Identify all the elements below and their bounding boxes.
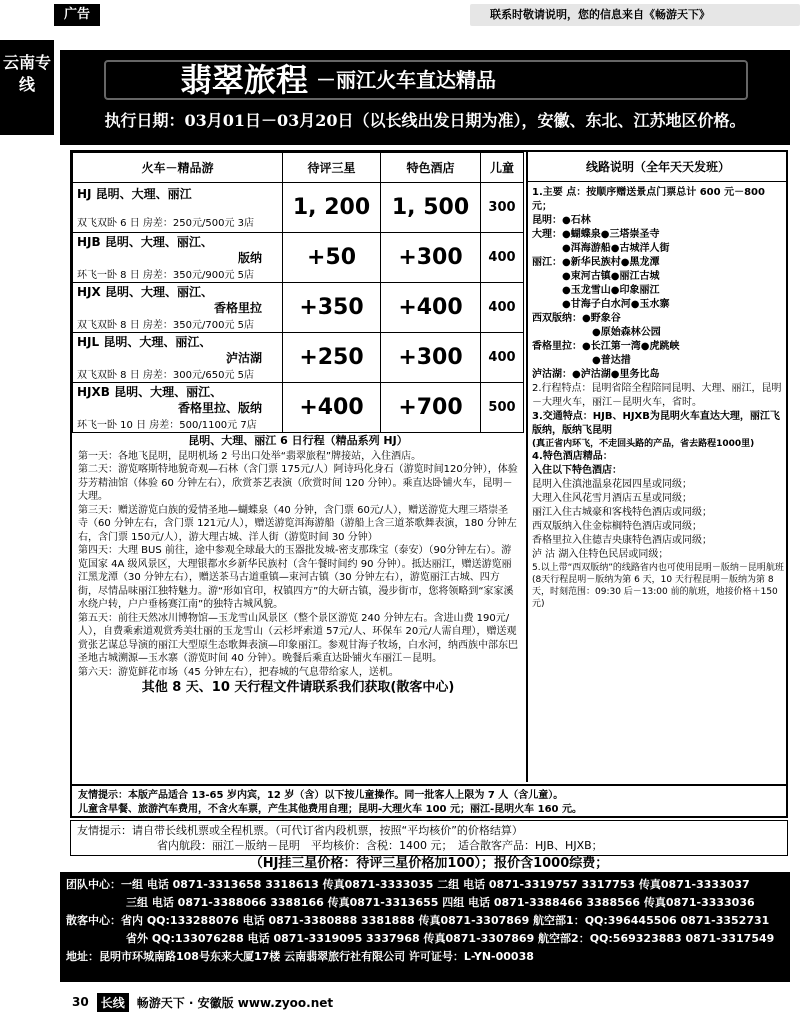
table-row — [73, 233, 524, 283]
route-line: 西双版纳：●野象谷 — [532, 313, 621, 324]
itinerary-day: 第二天：游览喀斯特地貌奇观—石林（含门票 175元/人）阿诗玛化身石（游览时间120分钟），体验芬芳精油馆（体验 60 分钟左右），欣赏茶艺表演（欣赏时间 120 分钟）。乘直达卧铺火车，昆明－大理。 — [78, 464, 518, 502]
package-name-2: 版纳 — [237, 251, 262, 265]
itinerary-day: 第一天：各地飞昆明，昆明机场 2 号出口处举“翡翠旅程”牌接站，入住酒店。 — [78, 450, 422, 462]
contact-row: 三组 电话 0871-3388066 3388166 传真0871-3313655 四组 电话 0871-3388466 3388566 传真0871-3333036 — [126, 896, 755, 909]
package-name: HJB 昆明、大理、丽江、 — [77, 235, 213, 249]
footer-tag: 长线 — [97, 993, 129, 1012]
package-table — [72, 152, 524, 433]
itinerary-day: 第五天：前往天然冰川博物馆—玉龙雪山风景区（整个景区游览 240 分钟左右。含进山费 190元/人），自费乘索道观赏秀美壮丽的玉龙雪山（云杉坪索道 57元/人、环保车 20元/人需自理），赠送观赏张艺谋总导演的丽江大型原生态歌舞表演—印象丽江。参观甘海子牧场，白水河，纳西族中部东巴圣地古城溯源—玉水寨（游览时间 40 分钟）。晚餐后乘直达卧铺火车丽江－昆明。 — [78, 612, 518, 664]
package-sub: 双飞双卧 6 日 房差：250元/500元 3店 — [77, 218, 254, 229]
package-name: HJXB 昆明、大理、丽江、 — [77, 385, 223, 399]
contact-block — [60, 872, 790, 982]
route-line: 丽江入住古城豪和客栈特色酒店或同级； — [532, 507, 712, 518]
contact-row: 团队中心：一组 电话 0871-3313658 3318613 传真0871-3333035 二组 电话 0871-3319757 3317753 传真0871-3333037 — [66, 878, 750, 891]
col-header: 儿童 — [481, 153, 524, 183]
route-line: 泸 沽 湖入住特色民居或同级； — [532, 549, 669, 560]
route-line: 3.交通特点：HJB、HJXB为昆明火车直达大理，丽江飞版纳，版纳飞昆明 — [532, 411, 780, 436]
package-name-2 — [73, 202, 282, 214]
route-line: 香格里拉：●长江第一湾●虎跳峡 — [532, 341, 680, 352]
price-child: 500 — [481, 383, 524, 433]
itinerary-day: 第四天：大理 BUS 前往，途中参观全球最大的玉器批发城-密支那珠宝（泰安）（90分钟左右）。游览国家 4A 级风景区，大理银都水乡新华民族村（含午餐时间约 90 分钟）。抵达丽江，赠送游览丽江黑龙潭（30 分钟左右），赠送茶马古道重镇—束河古镇（30 分钟左右），游览丽江古城、四方街，尽情品味丽江独特魅力。游“形如官印，权镇四方”的大研古镇，漫步街市，您将领略到“家家溪水绕户转，户户垂杨赛江南”的独特古城风貌。 — [78, 545, 514, 610]
price-hotel: 1, 500 — [381, 183, 481, 233]
col-header: 火车－精品游 — [73, 153, 283, 183]
route-line: ●普达措 — [592, 355, 631, 366]
contact-row: 散客中心：省内 QQ:133288076 电话 0871-3380888 3381888 传真0871-3307869 航空部1：QQ:396445506 0871-3352731 — [66, 914, 770, 927]
tip-line: 省内航段：丽江－版纳－昆明 平均核价：含税：1400 元； 适合散客产品：HJB、HJXB； — [157, 839, 603, 852]
hero-title-box — [104, 60, 748, 100]
package-sub: 双飞双卧 8 日 房差：350元/700元 5店 — [77, 320, 254, 331]
route-line: (真正省内环飞，不走回头路的产品，省去路程1000里) — [532, 439, 755, 449]
route-title: 线路说明（全年天天发班） — [528, 152, 788, 182]
route-line: ●洱海游船●古城洋人街 — [562, 243, 670, 254]
tip-line: 儿童含早餐、旅游汽车费用，不含火车票，产生其他费用自理；昆明-大理火车 100 元；丽江-昆明火车 160 元。 — [78, 804, 582, 815]
source-notice: 联系时敬请说明，您的信息来自《畅游天下》 — [470, 4, 800, 26]
package-name: HJ 昆明、大理、丽江 — [77, 187, 192, 201]
tip-line: 友情提示：本版产品适合 13-65 岁内宾，12 岁（含）以下按儿童操作。同一批客人上限为 7 人（含儿童）。 — [78, 790, 564, 801]
col-header: 待评三星 — [283, 153, 381, 183]
price-child: 400 — [481, 283, 524, 333]
price-hotel: +700 — [381, 383, 481, 433]
route-line: 5.以上带“西双版纳”的线路省内也可使用昆明－版纳－昆明航班(8天行程昆明－版纳为第 6 天，10 天行程昆明－版纳为第 8 天，时刻范围：09:30 后－13:00 前的航班，地接价格＋150元) — [532, 563, 784, 609]
table-row — [73, 383, 524, 433]
price-3star: +50 — [283, 233, 381, 283]
hero-title: 翡翠旅程 — [180, 61, 309, 99]
package-name: HJX 昆明、大理、丽江、 — [77, 285, 213, 299]
itinerary-day: 第三天：赠送游览白族的爱情圣地—蝴蝶泉（40 分钟，含门票 60元/人），赠送游览大理三塔崇圣寺（60 分钟左右，含门票 121元/人），赠送游览洱海游船（游船上含三道茶歌舞表演，180 分钟左右，含门票 150元/人），游大理古城、洋人街（游览时间 30 分钟） — [78, 504, 517, 543]
itinerary-more: 其他 8 天、10 天行程文件请联系我们获取(散客中心) — [141, 680, 455, 695]
route-line: 泸沽湖：●泸沽湖●里务比岛 — [532, 369, 660, 380]
route-line: 丽江：●新华民族村●黑龙潭 — [532, 257, 660, 268]
package-name: HJL 昆明、大理、丽江、 — [77, 335, 212, 349]
route-line: 4.特色酒店精品： — [532, 451, 613, 462]
price-3star: +350 — [283, 283, 381, 333]
price-child: 400 — [481, 233, 524, 283]
package-sub: 环飞一卧 10 日 房差：500/1100元 7店 — [77, 420, 257, 431]
route-line: ●原始森林公园 — [592, 327, 661, 338]
hj-price-note: （HJ挂三星价格：待评三星价格加100）；报价含1000综费； — [249, 856, 609, 871]
package-name-2: 香格里拉、版纳 — [177, 401, 262, 415]
package-sub: 环飞一卧 8 日 房差：350元/900元 5店 — [77, 270, 254, 281]
price-3star: +250 — [283, 333, 381, 383]
route-line: 大理：●蝴蝶泉●三塔崇圣寺 — [532, 229, 660, 240]
itinerary-title: 昆明、大理、丽江 6 日行程（精品系列 HJ） — [188, 434, 408, 447]
table-row — [73, 283, 524, 333]
contact-row: 地址：昆明市环城南路108号东来大厦17楼 云南翡翠旅行社有限公司 许可证号：L-YN-00038 — [66, 950, 534, 963]
hero-subtitle: －丽江火车直达精品 — [316, 67, 497, 92]
section-label: 云南专线 — [0, 40, 54, 135]
itinerary-day: 第六天：游览鲜花市场（45 分钟左右），把春城的气息带给家人，送机。 — [78, 666, 399, 678]
route-line: ●甘海子白水河●玉水寨 — [562, 299, 670, 310]
route-line: 1.主要 点：按顺序赠送景点门票总计 600 元－800 元； — [532, 187, 765, 212]
price-3star: +400 — [283, 383, 381, 433]
route-line: 入住以下特色酒店： — [532, 465, 622, 476]
col-header: 特色酒店 — [381, 153, 481, 183]
main-panel — [70, 150, 788, 818]
page-footer — [0, 982, 800, 1022]
table-row — [73, 183, 524, 233]
package-sub: 双飞双卧 8 日 房差：300元/650元 5店 — [77, 370, 254, 381]
hero-dates: 执行日期：03月01日－03月20日（以长线出发日期为准），安徽、东北、江苏地区价格。 — [104, 111, 746, 130]
route-line: 香格里拉入住德吉央康特色酒店或同级； — [532, 535, 712, 546]
tip-box — [72, 784, 788, 820]
route-line: 西双版纳入住金棕榈特色酒店或同级； — [532, 521, 702, 532]
tip-line: 友情提示：请自带长线机票或全程机票。（可代订省内段机票，按照“平均核价”的价格结算） — [77, 824, 523, 837]
flight-tips — [70, 820, 788, 856]
price-3star: 1, 200 — [283, 183, 381, 233]
price-child: 400 — [481, 333, 524, 383]
page-number: 30 — [72, 995, 89, 1009]
price-hotel: +300 — [381, 233, 481, 283]
route-line: 大理入住风花雪月酒店五星或同级； — [532, 493, 692, 504]
route-line: ●玉龙雪山●印象丽江 — [562, 285, 660, 296]
route-line: 昆明入住滇池温泉花园四星或同级； — [532, 479, 692, 490]
route-line: 昆明：●石林 — [532, 215, 591, 226]
package-name-2: 香格里拉 — [213, 301, 262, 315]
package-name-2: 泸沽湖 — [225, 351, 262, 365]
ad-tag: 广告 — [54, 4, 100, 26]
route-line: 2.行程特点：昆明省陪全程陪同昆明、大理、丽江，昆明－大理火车，丽江－昆明火车，省时。 — [532, 383, 782, 408]
itinerary — [72, 430, 524, 699]
contact-row: 省外 QQ:133076288 电话 0871-3319095 3337968 传真0871-3307869 航空部2：QQ:569323883 0871-3317549 — [126, 932, 775, 945]
price-hotel: +300 — [381, 333, 481, 383]
footer-brand: 畅游天下 · 安徽版 www.zyoo.net — [136, 995, 334, 1010]
route-notes — [526, 152, 788, 782]
price-child: 300 — [481, 183, 524, 233]
hero-banner — [60, 50, 790, 145]
price-hotel: +400 — [381, 283, 481, 333]
table-row — [73, 333, 524, 383]
route-line: ●束河古镇●丽江古城 — [562, 271, 660, 282]
